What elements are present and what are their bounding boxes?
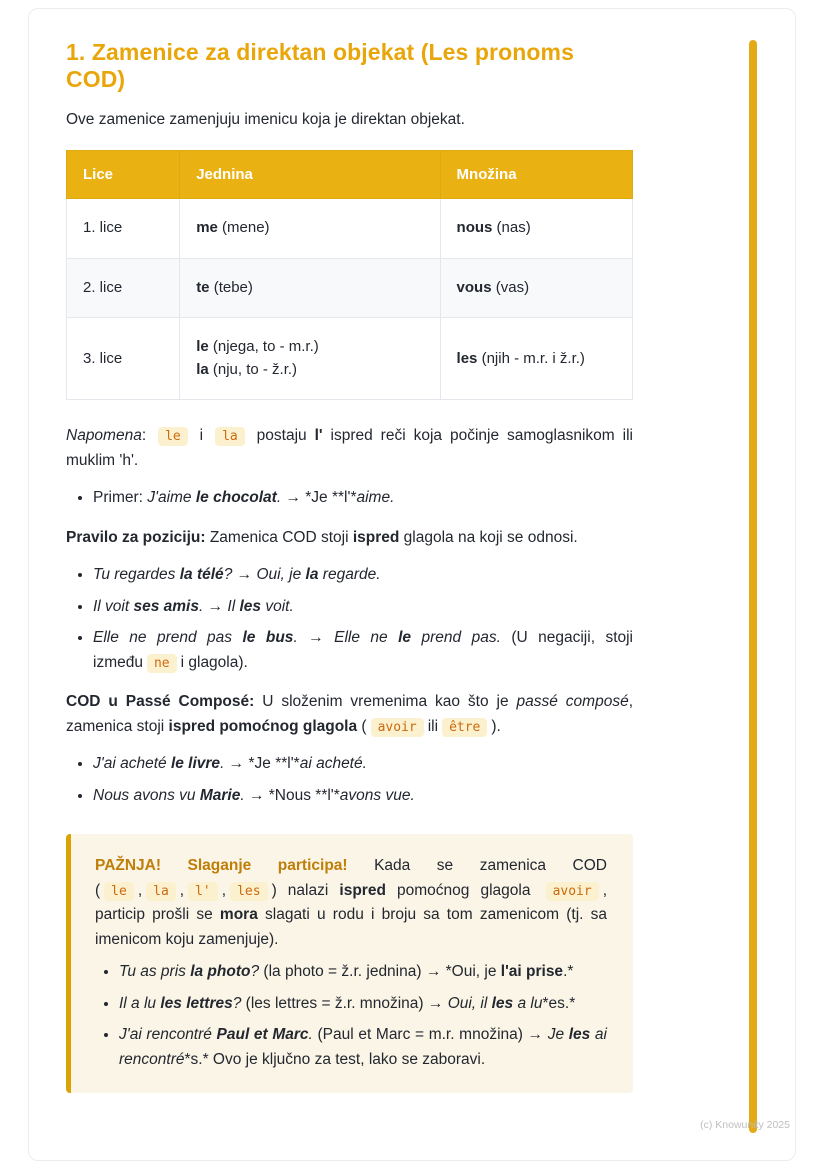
list-item [119,992,607,1016]
text-run: Ovo je ključno za test, lako se zaboravi. [208,1050,486,1068]
copyright-footer: (c) Knowunity 2025 [700,1119,790,1131]
text-run: (nju, to - ž.r.) [208,360,298,378]
text-run: Pravilo za poziciju: [66,528,206,546]
code-chip: avoir [371,718,424,737]
text-run: Paul et Marc [216,1026,309,1044]
text-run: , [179,881,185,899]
text-run: slagati u rodu i broju sa tom zamenicom (tj. sa imenicom koju zamenjuje). [95,906,608,948]
table-cell [440,318,632,400]
text-run: : [141,427,155,445]
warning-callout [66,834,633,1093]
text-run: Je [547,1026,569,1044]
text-run: . [308,1026,313,1044]
list-item [93,595,633,619]
intro-paragraph: Ove zamenice zamenjuju imenicu koja je direktan objekat. [66,111,465,128]
text-run: → [297,629,335,647]
table-header-row [67,151,633,199]
text-run: COD u Passé Composé: [66,693,255,711]
text-run: *s.* [184,1050,209,1068]
text-run: 1. lice [83,219,123,237]
text-run: , [137,881,143,899]
list-item [119,960,607,984]
text-run: J'ai acheté [93,755,171,773]
text-run: ? [250,963,260,981]
document-card [28,8,796,1161]
text-run: (tebe) [209,278,253,296]
callout-paragraph [95,854,607,952]
list-item [93,752,633,776]
text-run: Il a lu [119,994,161,1012]
table-row [67,318,633,400]
text-run: Oui, je [256,566,306,584]
text-run: la [305,566,319,584]
table-cell [180,199,440,259]
text-run: le [398,629,412,647]
table-row [67,199,633,259]
text-run: l' [314,427,323,445]
list-item [119,1023,607,1072]
text-run: ispred reči koja počinje samoglasnikom ili muklim 'h'. [66,427,633,469]
text-run: le [196,338,209,356]
text-run: → [203,597,228,615]
text-run: ? [223,566,233,584]
text-run: . [220,755,225,773]
text-run: ispred pomoćnog glagola [168,717,358,735]
text-run: (mene) [217,219,270,237]
text-run: (njih - m.r. i ž.r.) [477,349,585,367]
text-run: vous [456,278,492,296]
text-run: l'ai prise [500,963,564,981]
code-chip: la [215,427,245,446]
text-run: a lu [513,994,543,1012]
table-cell [180,258,440,318]
text-run: passé composé [516,693,629,711]
text-run: Zamenica COD stoji [205,528,353,546]
text-run: Elle ne prend pas [93,629,243,647]
text-run: regarde. [318,566,381,584]
code-chip: ne [147,654,177,673]
text-run: le livre [170,755,221,773]
text-run: ispred [352,528,400,546]
text-run: Elle ne [334,629,399,647]
list-item [93,626,633,675]
text-run: ( [357,717,367,735]
text-run: te [196,278,210,296]
page-title: 1. Zamenice za direktan objekat (Les pronoms COD) [66,39,574,92]
table-header-cell: Množina [440,151,632,199]
text-run: . [198,597,204,615]
table-cell [440,258,632,318]
text-run: aime. [356,489,395,507]
text-run: ai rencontré [119,1026,607,1068]
table-row [67,258,633,318]
text-run: PAŽNJA! Slaganje participa! [95,857,348,875]
text-run: le chocolat [195,489,277,507]
text-run: , particip prošli se [95,881,608,924]
text-run: Kada se zamenica COD ( [95,857,607,899]
text-run: (vas) [491,278,530,296]
text-run: → [232,566,257,584]
code-chip: le [158,427,188,446]
text-run: la photo [190,963,251,981]
text-run: les lettres [160,994,233,1012]
code-chip: être [442,718,487,737]
text-run: les [491,994,514,1012]
example-list-primer [66,486,633,510]
text-run: les [568,1026,591,1044]
text-run: Il voit [93,597,134,615]
list-item [93,486,633,510]
text-run: Marie [199,786,241,804]
text-run: i [191,427,212,445]
example-list-position [66,563,633,675]
text-run: i glagola). [180,653,248,671]
table-cell [67,318,180,400]
text-run: prend pas. [411,629,501,647]
text-run: . [240,786,245,804]
text-run: avons vue. [339,786,415,804]
table-cell [67,199,180,259]
code-chip: la [146,882,176,901]
text-run: . [276,489,286,507]
table-head [67,151,633,199]
code-chip: avoir [546,882,599,901]
code-chip: l' [188,882,218,901]
text-run: pomoćnog glagola [385,881,542,899]
text-run: ). [491,717,501,735]
text-run: (les lettres = ž.r. množina) → [241,994,448,1012]
text-run: Oui, il [447,994,492,1012]
text-run: voit. [261,597,294,615]
table-cell [180,318,440,400]
text-run: . [293,629,298,647]
table-body [67,199,633,400]
list-item [93,563,633,587]
text-run: 2. lice [83,278,123,296]
text-run: , zamenica stoji [66,693,634,735]
text-run: la télé [179,566,224,584]
text-run: ? [232,994,242,1012]
text-run: ) nalazi [271,881,340,899]
text-run: (njega, to - m.r.) [208,338,319,356]
text-run: glagola na koji se odnosi. [399,528,578,546]
scrollbar-thumb[interactable] [749,40,757,1133]
text-run: U složenim vremenima kao što je [254,693,517,711]
text-run: J'aime [147,489,196,507]
text-run: , [221,881,227,899]
text-run: *es.* [542,994,576,1012]
text-run: Tu as pris [119,963,191,981]
text-run: Il [227,597,240,615]
text-run: les [239,597,262,615]
table-header-cell: Lice [67,151,180,199]
passe-compose-paragraph [66,690,633,739]
text-run: J'ai rencontré [119,1026,217,1044]
text-run: Nous avons vu [93,786,200,804]
text-run: mora [219,906,258,924]
text-run: → *Nous **l'* [244,786,340,804]
text-run: ses amis [133,597,199,615]
text-run: les [456,349,478,367]
text-run: Primer: [93,489,148,507]
example-list-passe-compose [66,752,633,808]
document-content [66,39,633,1093]
pronouns-table [66,150,633,400]
text-run: Napomena [66,427,142,445]
text-run: Tu regardes [93,566,180,584]
text-run: .* [563,963,574,981]
text-run: (U negaciji, stoji između [93,629,634,671]
text-run: 3. lice [83,349,123,367]
text-run: (la photo = ž.r. jednina) → *Oui, je [259,963,501,981]
text-run: → *Je **l'* [285,489,357,507]
table-cell [67,258,180,318]
table-header-cell: Jednina [180,151,440,199]
code-chip: les [230,882,267,901]
code-chip: le [104,882,134,901]
table-cell [440,199,632,259]
text-run: → *Je **l'* [224,755,300,773]
callout-example-list [95,960,607,1072]
text-run: postaju [248,427,315,445]
position-rule-paragraph [66,526,633,550]
text-run: le bus [242,629,294,647]
list-item [93,784,633,808]
text-run: la [196,360,209,378]
text-run: (nas) [492,219,531,237]
text-run: me [196,219,218,237]
note-paragraph [66,424,633,473]
text-run: nous [456,219,493,237]
text-run: (Paul et Marc = m.r. množina) → [312,1026,548,1044]
text-run: ispred [339,881,386,899]
text-run: ili [427,717,439,735]
text-run: ai acheté. [299,755,367,773]
